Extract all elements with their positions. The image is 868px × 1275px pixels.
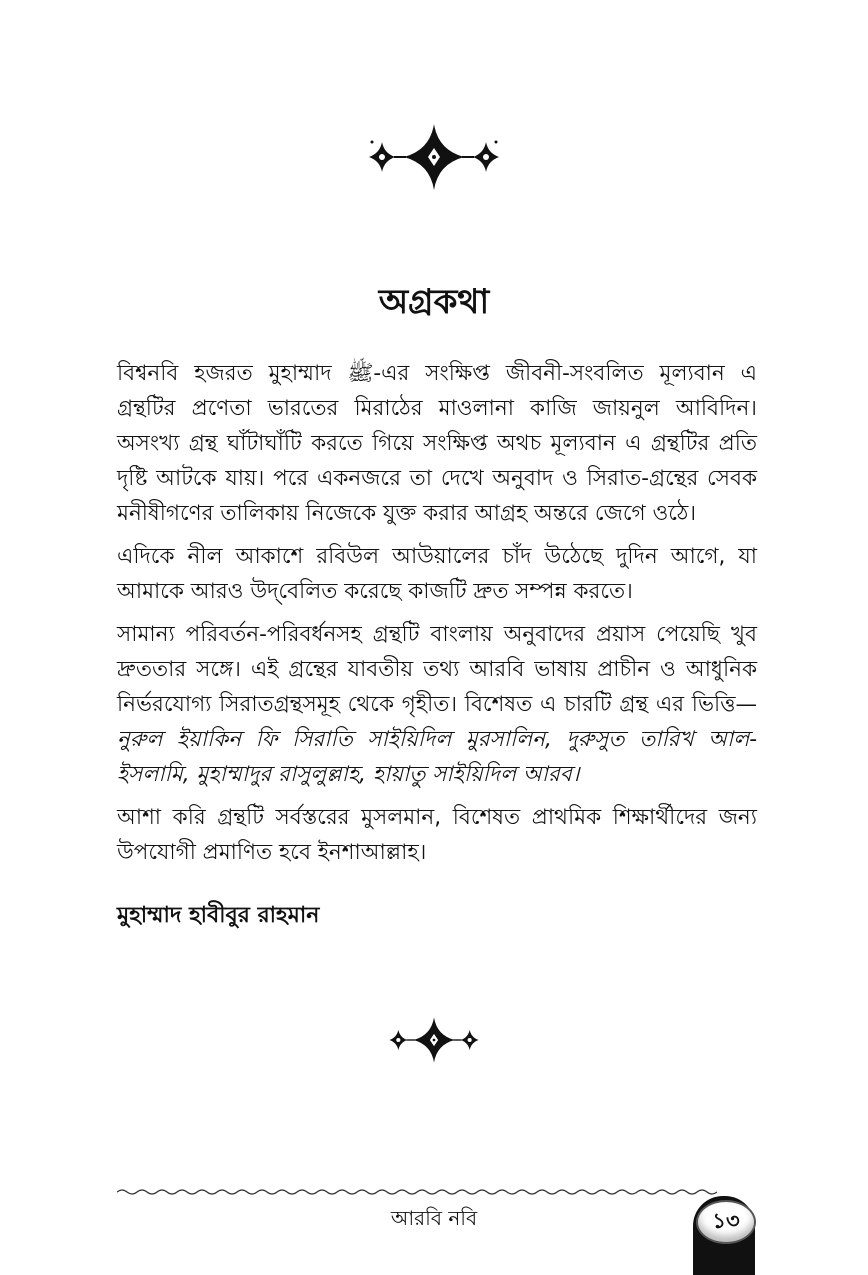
page-number: ১৩ [696, 1200, 756, 1244]
body-text [117, 356, 757, 878]
book-list-italic: নুরুল ইয়াকিন ফি সিরাতি সাইয়িদিল মুরসালিন, দুরুসুত তারিখ আল-ইসলামি, মুহাম্মাদুর রাসুলুল্লাহ, হায়াতু সাইয়িদিল আরব। [117, 727, 757, 787]
paragraph-text: বিশ্বনবি হজরত মুহাম্মাদ ﷺ-এর সংক্ষিপ্ত জীবনী-সংবলিত মূল্যবান এ গ্রন্থটির প্রণেতা ভারতের মিরাঠের মাওলানা কাজি জায়নুল আবিদিন। অসংখ্য গ্রন্থ ঘাঁটাঘাঁটি করতে গিয়ে সংক্ষিপ্ত অথচ মূল্যবান এ গ্রন্থটির প্রতি দৃষ্টি আটকে যায়। পরে একনজরে তা দেখে অনুবাদ ও সিরাত-গ্রন্থের সেবক মনীষীগণের তালিকায় নিজেকে যুক্ত করার আগ্রহ অন্তরে জেগে ওঠে। [117, 361, 757, 526]
top-ornament [0, 122, 868, 192]
paragraph-2 [117, 539, 757, 609]
paragraph-text: আশা করি গ্রন্থটি সর্বস্তরের মুসলমান, বিশেষত প্রাথমিক শিক্ষার্থীদের জন্য উপযোগী প্রমাণিত হবে ইনশাআল্লাহ। [117, 805, 757, 865]
paragraph-text: সামান্য পরিবর্তন-পরিবর্ধনসহ গ্রন্থটি বাংলায় অনুবাদের প্রয়াস পেয়েছি খুব দ্রুততার সঙ্গে। এই গ্রন্থের যাবতীয় তথ্য আরবি ভাষায় প্রাচীন ও আধুনিক নির্ভরযোগ্য সিরাতগ্রন্থসমূহ থেকে গৃহীত। বিশেষত এ চারটি গ্রন্থ এর ভিত্তি— [117, 622, 757, 717]
paragraph-1 [117, 356, 757, 531]
star-ornament-icon [364, 122, 504, 192]
paragraph-4 [117, 800, 757, 870]
page-title: অগ্রকথা [378, 282, 490, 322]
footer-book-title: আরবি নবি [390, 1206, 478, 1230]
bottom-ornament [0, 1016, 868, 1064]
author-name: মুহাম্মাদ হাবীবুর রাহমান [117, 903, 320, 928]
star-ornament-icon [386, 1016, 482, 1064]
footer-wave-divider [117, 1188, 717, 1196]
paragraph-text: এদিকে নীল আকাশে রবিউল আউয়ালের চাঁদ উঠেছে দুদিন আগে, যা আমাকে আরও উদ্‌বেলিত করেছে কাজটি দ্রুত সম্পন্ন করতে। [117, 544, 757, 604]
paragraph-3 [117, 617, 757, 792]
